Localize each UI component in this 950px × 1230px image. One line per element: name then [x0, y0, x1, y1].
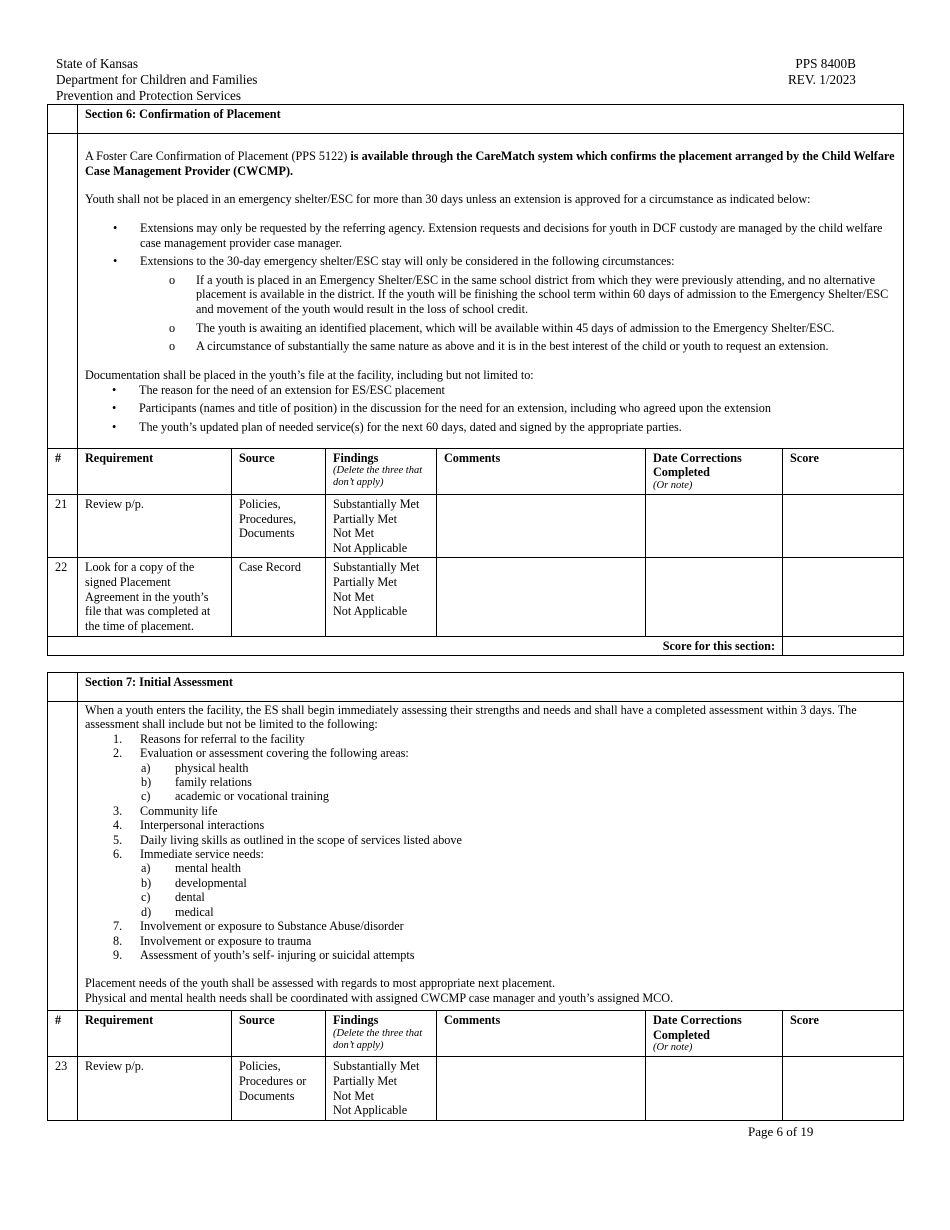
section-7-table — [47, 672, 904, 1121]
list-item: • The youth’s updated plan of needed service(s) for the next 60 days, dated and signed by the appropriate parties. — [112, 419, 682, 434]
list-item: b) developmental — [141, 875, 247, 890]
comments-cell[interactable] — [437, 1057, 646, 1121]
list-item: 7. Involvement or exposure to Substance Abuse/disorder — [113, 919, 404, 934]
health-needs-note: Physical and mental health needs shall be coordinated with assigned CWCMP case manager and youth’s assigned MCO. — [85, 990, 674, 1005]
list-item: c) dental — [141, 890, 205, 905]
list-item: 8. Involvement or exposure to trauma — [113, 933, 312, 948]
table-row: 22 Look for a copy of the signed Placement Agreement in the youth’s file that was completed at the time of placement. Case Record Substantially Met Partially Met Not Met Not Applicable — [48, 558, 904, 636]
documentation-intro: Documentation shall be placed in the youth’s file at the facility, including but not limited to: — [85, 368, 534, 383]
header-state: State of Kansas — [56, 56, 139, 71]
list-item: o A circumstance of substantially the same nature as above and it is in the best interest of the child or youth to request an extension. — [169, 339, 829, 354]
section-score-label: Score for this section: — [48, 636, 783, 656]
section-6-title: Section 6: Confirmation of Placement — [78, 105, 904, 134]
comments-cell[interactable] — [437, 494, 646, 558]
score-cell[interactable] — [783, 558, 904, 636]
section-7-intro: When a youth enters the facility, the ES shall begin immediately assessing their strengths and needs and shall have a completed assessment within 3 days. The assessment shall include but not be limited to the following: — [85, 703, 857, 732]
list-item: • The reason for the need of an extension for ES/ESC placement — [112, 382, 445, 397]
list-item: 4. Interpersonal interactions — [113, 818, 265, 833]
findings-cell[interactable]: Substantially Met Partially Met Not Met Not Applicable — [326, 1057, 437, 1121]
list-item: d) medical — [141, 904, 214, 919]
header-form-number: PPS 8400B — [795, 56, 856, 71]
date-corrections-cell[interactable] — [646, 558, 783, 636]
list-item: 5. Daily living skills as outlined in the scope of services listed above — [113, 832, 462, 847]
section-6-intro: A Foster Care Confirmation of Placement (PPS 5122) is available through the CareMatch system which confirms the placement arranged by the Child Welfare Case Management Provider (CWCMP). — [85, 149, 895, 178]
section-6-table — [47, 104, 904, 656]
header-division: Prevention and Protection Services — [56, 88, 241, 103]
list-item: 9. Assessment of youth’s self- injuring or suicidal attempts — [113, 947, 415, 962]
score-row — [48, 636, 904, 656]
list-item: c) academic or vocational training — [141, 789, 329, 804]
list-item: a) physical health — [141, 760, 249, 775]
section-7-body — [78, 702, 904, 1011]
list-item: 3. Community life — [113, 803, 218, 818]
list-item: a) mental health — [141, 861, 241, 876]
table-header-row: # Requirement Source Findings (Delete the three that don’t apply) Comments Date Corrections Completed (Or note) Score — [48, 448, 904, 494]
header-department: Department for Children and Families — [56, 72, 258, 87]
list-item: • Participants (names and title of position) in the discussion for the need for an extension, including who agreed upon the extension — [112, 401, 771, 416]
table-row: 23 Review p/p. Policies, Procedures or Documents Substantially Met Partially Met Not Met Not Applicable — [48, 1057, 904, 1121]
date-corrections-cell[interactable] — [646, 1057, 783, 1121]
section-6-limit: Youth shall not be placed in an emergency shelter/ESC for more than 30 days unless an extension is approved for a circumstance as indicated below: — [85, 192, 811, 207]
list-item: • Extensions may only be requested by the referring agency. Extension requests and decisions for youth in DCF custody are managed by the child welfare case management provider case manager. — [113, 220, 883, 250]
findings-cell[interactable]: Substantially Met Partially Met Not Met Not Applicable — [326, 558, 437, 636]
list-item: 1. Reasons for referral to the facility — [113, 731, 305, 746]
section-7-title: Section 7: Initial Assessment — [78, 673, 904, 702]
placement-needs-note: Placement needs of the youth shall be assessed with regards to most appropriate next placement. — [85, 976, 556, 991]
list-item: o If a youth is placed in an Emergency Shelter/ESC in the same school district from which they were previously attending, and no alternative placement is available in the district. If the youth will be finishing the school term within 60 days of admission to the Emergency Shelter/ESC and movement of the youth would result in the loss of school credit. — [169, 272, 889, 317]
comments-cell[interactable] — [437, 558, 646, 636]
list-item: o The youth is awaiting an identified placement, which will be available within 45 days of admission to the Emergency Shelter/ESC. — [169, 320, 835, 335]
date-corrections-cell[interactable] — [646, 494, 783, 558]
score-cell[interactable] — [783, 1057, 904, 1121]
header-revision: REV. 1/2023 — [788, 72, 856, 87]
page-number: Page 6 of 19 — [748, 1124, 814, 1139]
findings-cell[interactable]: Substantially Met Partially Met Not Met Not Applicable — [326, 494, 437, 558]
header-right — [788, 56, 856, 88]
score-cell[interactable] — [783, 494, 904, 558]
table-row: 21 Review p/p. Policies, Procedures, Documents Substantially Met Partially Met Not Met Not Applicable — [48, 494, 904, 558]
list-item: 6. Immediate service needs: — [113, 847, 264, 862]
list-item: b) family relations — [141, 775, 252, 790]
table-header-row: # Requirement Source Findings (Delete the three that don’t apply) Comments Date Corrections Completed (Or note) Score — [48, 1011, 904, 1057]
section-score-cell[interactable] — [783, 636, 904, 656]
header-left — [56, 56, 257, 104]
section-6-body — [78, 134, 904, 449]
list-item: 2. Evaluation or assessment covering the following areas: — [113, 746, 409, 761]
list-item: • Extensions to the 30-day emergency shelter/ESC stay will only be considered in the following circumstances: — [113, 254, 675, 269]
